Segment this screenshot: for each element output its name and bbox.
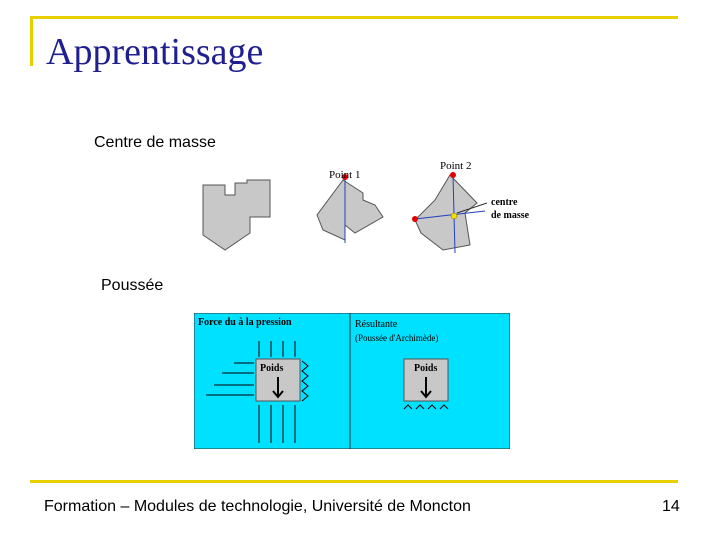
frame-top-line xyxy=(30,16,678,19)
left-panel-title: Force du à la pression xyxy=(198,317,292,328)
point2-marker xyxy=(450,172,456,178)
point2-label: Point 2 xyxy=(440,160,472,172)
page-number: 14 xyxy=(662,498,680,515)
frame-left-line xyxy=(30,16,33,66)
frame-bottom-line xyxy=(30,480,678,483)
point1-label: Point 1 xyxy=(329,169,361,181)
side-point-marker xyxy=(412,216,418,222)
slide-title: Apprentissage xyxy=(46,31,264,73)
shape-plain xyxy=(203,180,270,250)
poids-label-left: Poids xyxy=(260,363,284,374)
label-poussee: Poussée xyxy=(101,277,164,294)
centre-de-masse-marker xyxy=(451,213,457,219)
right-panel-title: Résultante xyxy=(355,319,398,330)
centre-de-masse-figure xyxy=(195,155,545,255)
centre-label-line1: centre xyxy=(491,197,518,208)
shape-point1 xyxy=(317,180,383,240)
footer-text: Formation – Modules de technologie, Université de Moncton xyxy=(44,498,471,515)
right-panel-subtitle: (Poussée d'Archimède) xyxy=(355,333,439,343)
label-centre-de-masse: Centre de masse xyxy=(94,134,216,151)
poussee-figure xyxy=(194,313,510,449)
centre-label-line2: de masse xyxy=(491,210,530,221)
poids-label-right: Poids xyxy=(414,363,438,374)
